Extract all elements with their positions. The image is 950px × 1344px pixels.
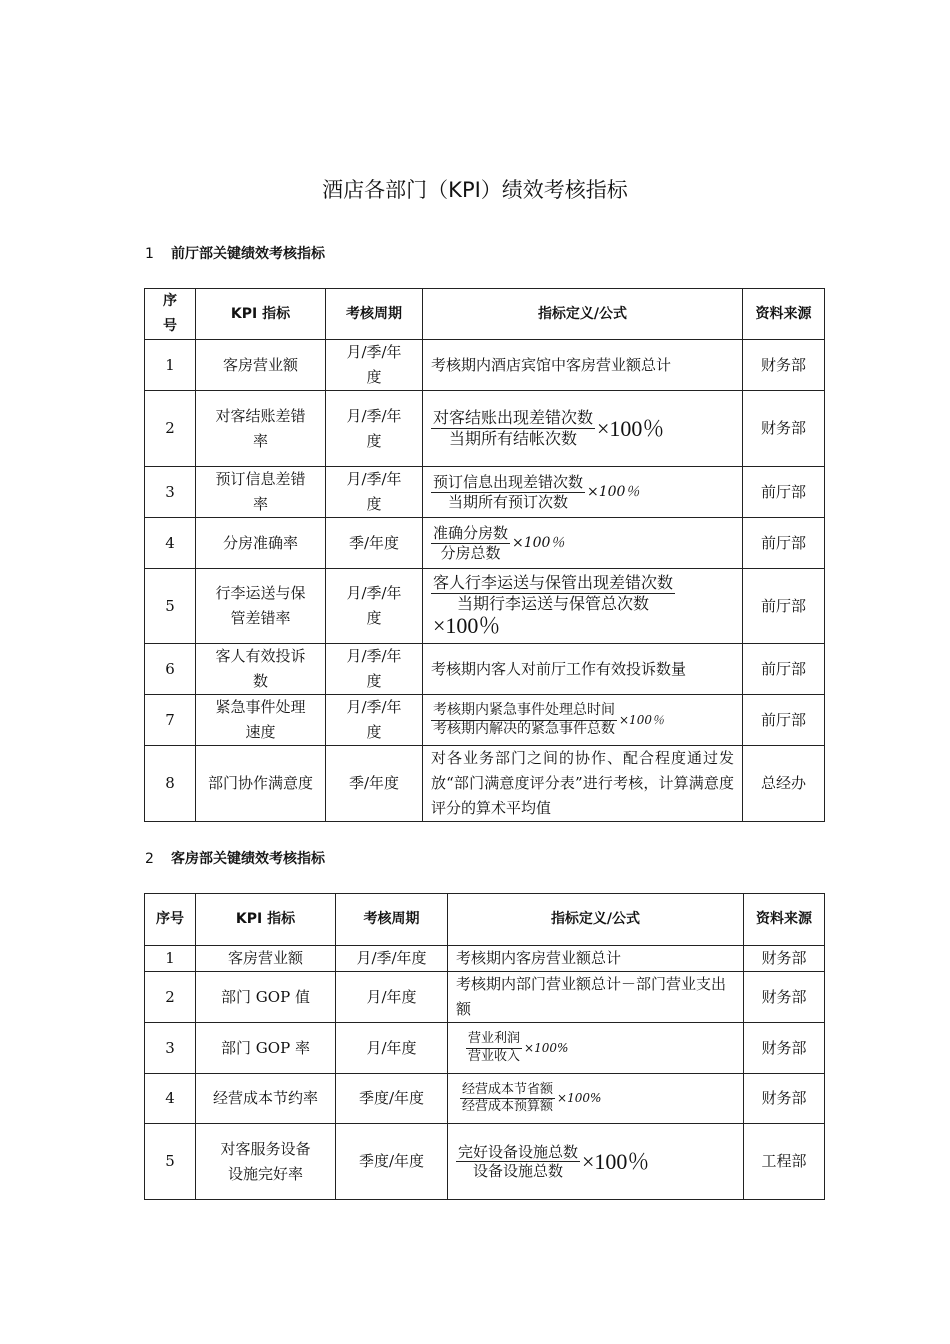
row-kpi: 客人有效投诉数 xyxy=(196,644,326,695)
table-row xyxy=(145,1023,825,1074)
header-definition: 指标定义/公式 xyxy=(448,894,744,946)
header-source: 资料来源 xyxy=(743,289,825,340)
row-source: 前厅部 xyxy=(743,518,825,569)
row-seq: 8 xyxy=(145,746,196,822)
row-definition: 考核期内客房营业额总计 xyxy=(448,946,744,972)
formula-fraction xyxy=(431,409,595,447)
row-seq: 4 xyxy=(145,1074,196,1124)
header-source: 资料来源 xyxy=(744,894,825,946)
row-seq: 4 xyxy=(145,518,196,569)
row-definition: 考核期内酒店宾馆中客房营业额总计 xyxy=(423,340,743,391)
row-definition: 对各业务部门之间的协作、配合程度通过发放“部门满意度评分表”进行考核，计算满意度评分的算术平均值 xyxy=(423,746,743,822)
table-row xyxy=(145,467,825,518)
table-row xyxy=(145,1124,825,1200)
formula-multiplier: ×100％ xyxy=(512,534,565,551)
row-period: 月/季/年度 xyxy=(326,340,423,391)
header-seq: 序号 xyxy=(145,894,196,946)
header-period: 考核周期 xyxy=(336,894,448,946)
section-title: 客房部关键绩效考核指标 xyxy=(171,851,325,867)
row-formula xyxy=(423,569,743,644)
row-source: 财务部 xyxy=(744,946,825,972)
row-period: 季度/年度 xyxy=(336,1124,448,1200)
row-seq: 5 xyxy=(145,1124,196,1200)
table-row xyxy=(145,746,825,822)
row-period: 月/季/年度 xyxy=(326,467,423,518)
row-source: 前厅部 xyxy=(743,569,825,644)
table-row xyxy=(145,569,825,644)
row-seq: 1 xyxy=(145,340,196,391)
row-seq: 3 xyxy=(145,467,196,518)
row-source: 财务部 xyxy=(744,1023,825,1074)
table-row xyxy=(145,695,825,746)
formula-fraction xyxy=(431,574,675,612)
table-row xyxy=(145,391,825,467)
table-row xyxy=(145,1074,825,1124)
row-source: 财务部 xyxy=(744,972,825,1023)
row-kpi: 部门协作满意度 xyxy=(196,746,326,822)
formula-numerator: 经营成本节省额 xyxy=(460,1083,555,1099)
row-source: 总经办 xyxy=(743,746,825,822)
formula-multiplier: ×100％ xyxy=(619,712,664,727)
formula-numerator: 对客结账出现差错次数 xyxy=(433,408,594,428)
formula-multiplier: ×100％ xyxy=(587,483,640,500)
table-row xyxy=(145,340,825,391)
formula-multiplier: ×100％ xyxy=(597,416,665,441)
row-kpi: 紧急事件处理速度 xyxy=(196,695,326,746)
row-kpi: 对客服务设备设施完好率 xyxy=(196,1124,336,1200)
row-period: 季/年度 xyxy=(326,518,423,569)
row-seq: 3 xyxy=(145,1023,196,1074)
table-row xyxy=(145,946,825,972)
formula-denominator: 当期所有预订次数 xyxy=(448,492,569,511)
section-number: 1 xyxy=(145,246,154,262)
header-period: 考核周期 xyxy=(326,289,423,340)
table-header-row xyxy=(145,289,825,340)
row-source: 财务部 xyxy=(744,1074,825,1124)
formula-numerator: 客人行李运送与保管出现差错次数 xyxy=(433,573,674,593)
formula-denominator: 设备设施总数 xyxy=(473,1162,564,1180)
row-formula xyxy=(448,1023,744,1074)
header-kpi: KPI 指标 xyxy=(196,894,336,946)
section-1-heading xyxy=(145,243,325,263)
table-header-row xyxy=(145,894,825,946)
row-kpi: 预订信息差错率 xyxy=(196,467,326,518)
table-row xyxy=(145,644,825,695)
row-kpi: 客房营业额 xyxy=(196,340,326,391)
front-office-kpi-table xyxy=(144,288,825,822)
row-kpi: 行李运送与保管差错率 xyxy=(196,569,326,644)
formula-fraction xyxy=(431,525,510,561)
row-period: 月/季/年度 xyxy=(326,695,423,746)
row-seq: 5 xyxy=(145,569,196,644)
formula-numerator: 营业利润 xyxy=(466,1032,522,1048)
row-kpi: 部门 GOP 率 xyxy=(196,1023,336,1074)
row-formula xyxy=(423,467,743,518)
header-kpi: KPI 指标 xyxy=(196,289,326,340)
row-definition: 考核期内客人对前厅工作有效投诉数量 xyxy=(423,644,743,695)
row-seq: 6 xyxy=(145,644,196,695)
formula-fraction xyxy=(460,1083,555,1115)
row-seq: 2 xyxy=(145,391,196,467)
header-seq: 序号 xyxy=(145,289,196,340)
formula-denominator: 考核期内解决的紧急事件总数 xyxy=(433,720,615,737)
section-2-heading xyxy=(145,848,325,868)
row-formula xyxy=(448,1124,744,1200)
row-period: 月/季/年度 xyxy=(336,946,448,972)
row-source: 前厅部 xyxy=(743,695,825,746)
formula-multiplier: ×100％ xyxy=(582,1149,650,1174)
formula-numerator: 完好设备设施总数 xyxy=(458,1142,579,1161)
row-period: 月/季/年度 xyxy=(326,569,423,644)
row-kpi: 对客结账差错率 xyxy=(196,391,326,467)
row-seq: 2 xyxy=(145,972,196,1023)
row-source: 前厅部 xyxy=(743,467,825,518)
formula-fraction xyxy=(431,703,617,737)
formula-fraction xyxy=(466,1032,522,1064)
row-period: 季度/年度 xyxy=(336,1074,448,1124)
header-definition: 指标定义/公式 xyxy=(423,289,743,340)
formula-multiplier: ×100% xyxy=(524,1040,569,1055)
row-kpi: 部门 GOP 值 xyxy=(196,972,336,1023)
row-seq: 1 xyxy=(145,946,196,972)
row-formula xyxy=(423,695,743,746)
row-source: 财务部 xyxy=(743,340,825,391)
row-period: 季/年度 xyxy=(326,746,423,822)
formula-numerator: 预订信息出现差错次数 xyxy=(433,473,584,491)
formula-denominator: 营业收入 xyxy=(468,1048,521,1064)
row-formula xyxy=(423,518,743,569)
row-source: 财务部 xyxy=(743,391,825,467)
row-period: 月/季/年度 xyxy=(326,391,423,467)
formula-denominator: 经营成本预算额 xyxy=(462,1099,554,1114)
row-period: 月/年度 xyxy=(336,1023,448,1074)
formula-denominator: 当期所有结帐次数 xyxy=(449,429,578,448)
section-number: 2 xyxy=(145,851,154,867)
row-seq: 7 xyxy=(145,695,196,746)
table-row xyxy=(145,518,825,569)
formula-denominator: 分房总数 xyxy=(440,543,501,562)
formula-numerator: 准确分房数 xyxy=(433,524,509,542)
housekeeping-kpi-table xyxy=(144,893,825,1200)
row-formula xyxy=(423,391,743,467)
formula-denominator: 当期行李运送与保管总次数 xyxy=(457,593,650,613)
row-formula xyxy=(448,1074,744,1124)
table-row xyxy=(145,972,825,1023)
formula-multiplier: ×100% xyxy=(557,1091,602,1105)
row-source: 工程部 xyxy=(744,1124,825,1200)
row-period: 月/年度 xyxy=(336,972,448,1023)
formula-numerator: 考核期内紧急事件处理总时间 xyxy=(431,703,617,720)
row-period: 月/季/年度 xyxy=(326,644,423,695)
row-kpi: 经营成本节约率 xyxy=(196,1074,336,1124)
row-source: 前厅部 xyxy=(743,644,825,695)
formula-fraction xyxy=(456,1144,580,1180)
formula-multiplier: ×100％ xyxy=(433,612,501,638)
formula-fraction xyxy=(431,474,585,510)
document-title: 酒店各部门（KPI）绩效考核指标 xyxy=(322,178,628,202)
row-kpi: 客房营业额 xyxy=(196,946,336,972)
row-kpi: 分房准确率 xyxy=(196,518,326,569)
section-title: 前厅部关键绩效考核指标 xyxy=(171,246,325,262)
row-definition: 考核期内部门营业额总计－部门营业支出额 xyxy=(448,972,744,1023)
